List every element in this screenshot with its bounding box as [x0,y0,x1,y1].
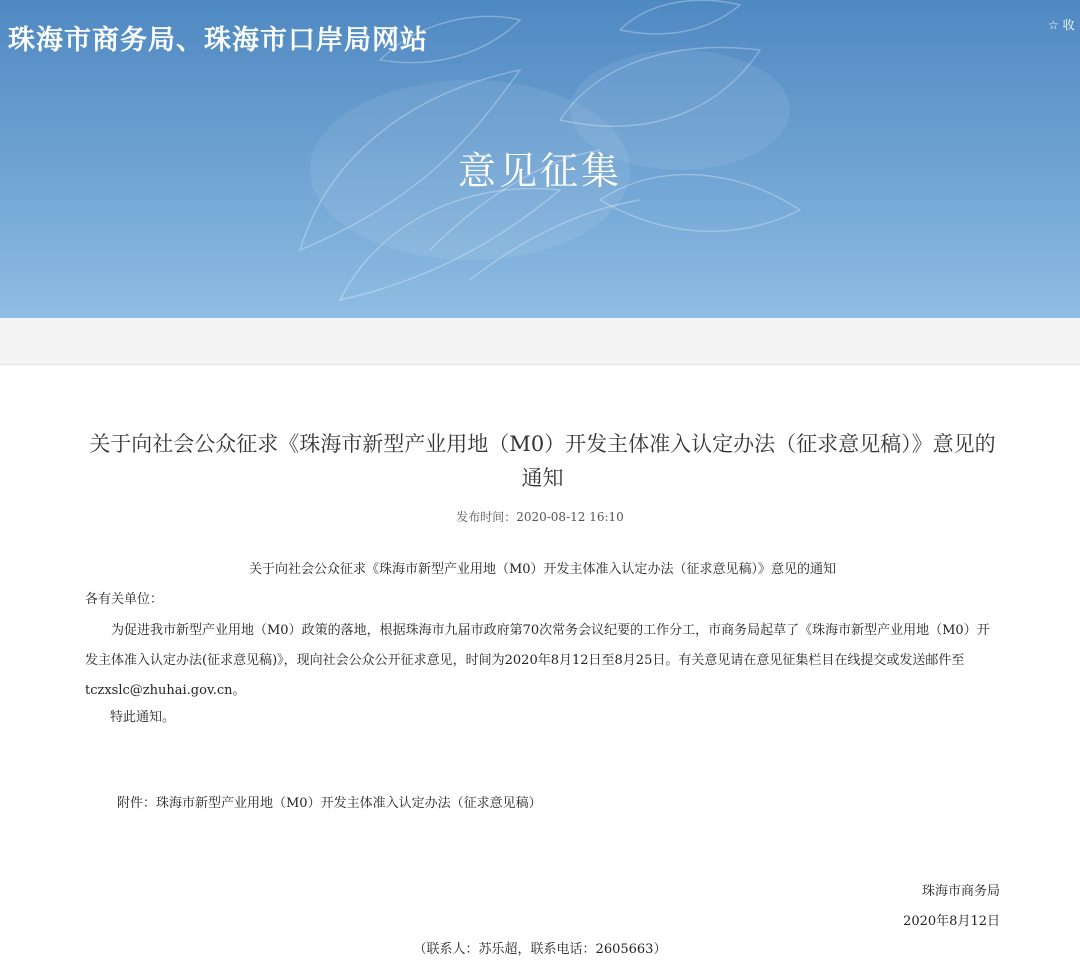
attachment-link[interactable]: 附件：珠海市新型产业用地（M0）开发主体准入认定办法（征求意见稿） [117,796,542,811]
closing-notice: 特此通知。 [110,710,176,725]
body-heading: 关于向社会公众征求《珠海市新型产业用地（M0）开发主体准入认定办法（征求意见稿）》意见的通知 [248,562,837,577]
site-title: 珠海市商务局、珠海市口岸局网站 [8,25,428,56]
favorite-label: 收 [1062,18,1075,32]
page-heading: 意见征集 [457,149,622,193]
salutation: 各有关单位： [85,592,164,607]
publish-time: 发布时间：2020-08-12 16:10 [456,510,624,524]
article-title: 关于向社会公众征求《珠海市新型产业用地（M0）开发主体准入认定办法（征求意见稿）》意见的通知 [89,432,996,490]
signature-date: 2020年8月12日 [903,914,1000,929]
star-outline-icon: ☆ [1048,18,1059,32]
favorite-link[interactable] [1048,16,1075,33]
contact-info: （联系人：苏乐超，联系电话：2605663） [413,942,667,957]
signature-org: 珠海市商务局 [921,884,1000,899]
body-paragraph: 为促进我市新型产业用地（M0）政策的落地，根据珠海市九届市政府第70次常务会议纪要的工作分工，市商务局起草了《珠海市新型产业用地（M0）开发主体准入认定办法(征求意见稿)》，现向社会公众公开征求意见，时间为2020年8月12日至8月25日。有关意见请在意见征集栏目在线提交或发送邮件至tczxslc@zhuhai.gov.cn。 [85,623,990,698]
nav-strip [0,318,1080,365]
header-banner [0,0,1080,318]
